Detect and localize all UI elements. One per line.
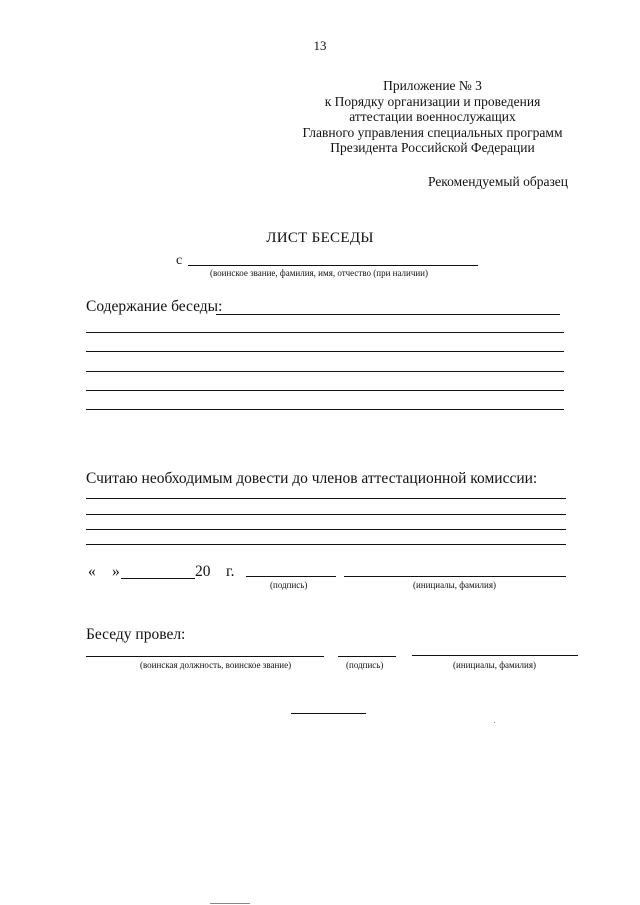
name-caption: (инициалы, фамилия)	[453, 660, 536, 670]
with-prefix: с	[176, 253, 183, 268]
conducted-label: Беседу провел:	[86, 626, 186, 643]
consider-field-line[interactable]	[86, 544, 566, 545]
consider-field-line[interactable]	[86, 514, 566, 515]
position-field-line[interactable]	[86, 656, 324, 657]
consider-field-line[interactable]	[86, 529, 566, 530]
signature-caption: (подпись)	[346, 660, 384, 670]
signature-field-line[interactable]	[338, 656, 396, 657]
appendix-line: Президента Российской Федерации	[330, 140, 535, 155]
date-close-quote: »	[112, 563, 120, 580]
signature-caption: (подпись)	[270, 580, 308, 590]
scan-edge-mark	[210, 903, 250, 904]
sample-note: Рекомендуемый образец	[427, 174, 568, 189]
appendix-line: аттестации военнослужащих	[349, 109, 516, 124]
appendix-line: Приложение № 3	[383, 78, 482, 93]
name-field-line[interactable]	[412, 655, 578, 656]
document-title: ЛИСТ БЕСЕДЫ	[266, 230, 374, 246]
consider-label: Считаю необходимым довести до членов аттестационной комиссии:	[86, 470, 538, 487]
interviewee-field-line[interactable]	[188, 265, 478, 266]
closing-separator	[291, 713, 366, 714]
content-field-line[interactable]	[216, 314, 560, 315]
scan-speck	[494, 722, 495, 723]
appendix-line: Главного управления специальных программ	[302, 124, 563, 140]
position-caption: (воинская должность, воинское звание)	[140, 660, 292, 670]
content-label: Содержание беседы:	[86, 298, 223, 315]
date-open-quote: «	[88, 563, 96, 580]
name-caption: (инициалы, фамилия)	[413, 580, 496, 590]
date-year-prefix: 20	[195, 563, 211, 580]
date-field-line[interactable]	[121, 578, 195, 579]
content-field-line[interactable]	[86, 409, 564, 410]
appendix-line: к Порядку организации и проведения	[324, 93, 541, 109]
page-number: 13	[313, 38, 327, 53]
interviewee-caption: (воинское звание, фамилия, имя, отчество (при наличии)	[210, 268, 428, 278]
signature-field-line[interactable]	[246, 576, 336, 577]
content-field-line[interactable]	[86, 371, 564, 372]
content-field-line[interactable]	[86, 332, 564, 333]
date-year-suffix: г.	[226, 563, 235, 580]
consider-field-line[interactable]	[86, 498, 566, 499]
appendix-header	[300, 78, 565, 156]
content-field-line[interactable]	[86, 351, 564, 352]
name-field-line[interactable]	[344, 576, 566, 577]
content-field-line[interactable]	[86, 390, 564, 391]
